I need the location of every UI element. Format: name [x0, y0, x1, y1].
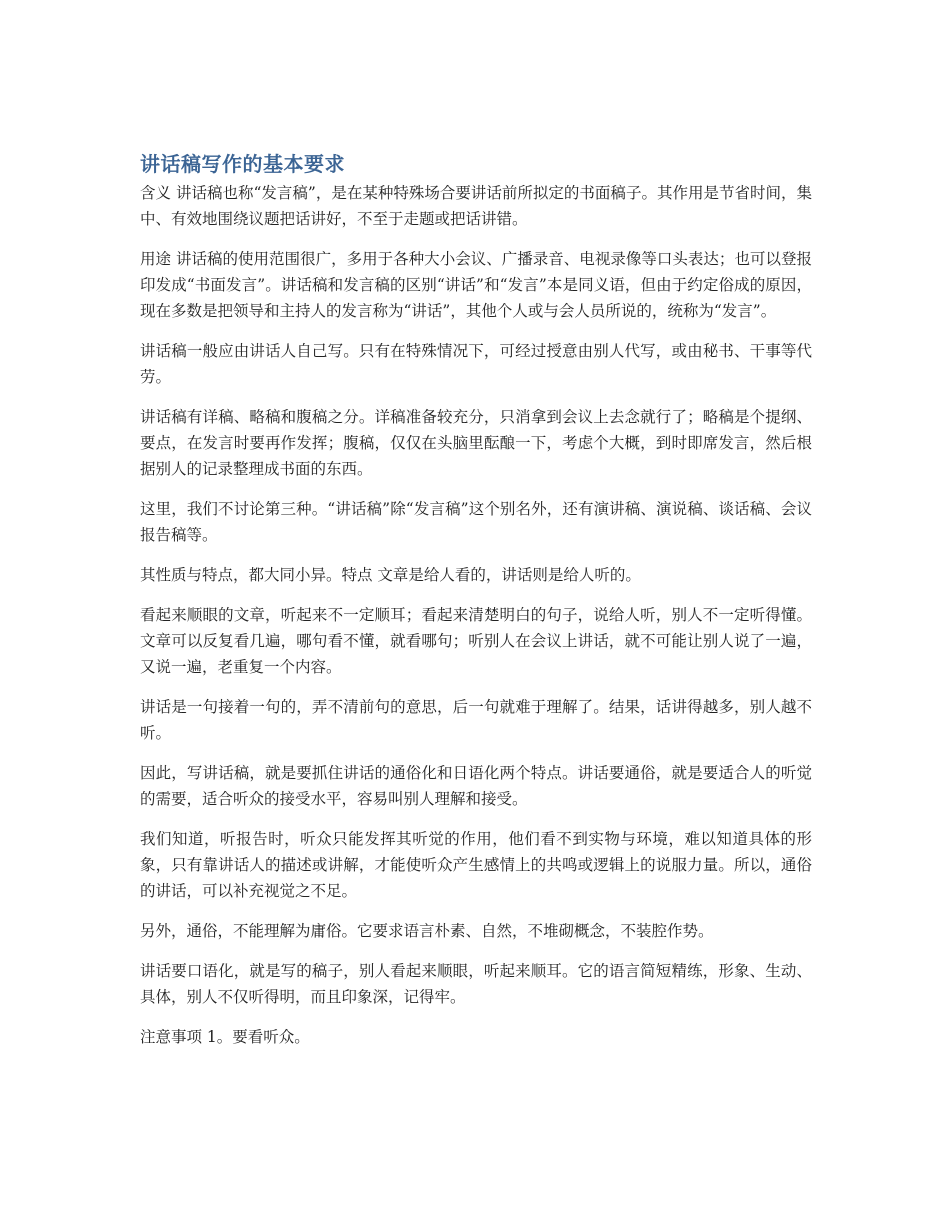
paragraph-audience: 我们知道，听报告时，听众只能发挥其听觉的作用，他们看不到实物与环境，难以知道具体的形象，只有靠讲话人的描述或讲解，才能使听众产生感情上的共鸣或逻辑上的说服力量。所以，通俗的讲话，可以补充视觉之不足。: [140, 830, 812, 900]
paragraph-colloquial: 因此，写讲话稿，就是要抓住讲话的通俗化和日语化两个特点。讲话要通俗，就是要适合人的听觉的需要，适合听众的接受水平，容易叫别人理解和接受。: [140, 764, 812, 808]
paragraph-definition: 含义 讲话稿也称“发言稿”，是在某种特殊场合要讲话前所拟定的书面稿子。其作用是节省时间，集中、有效地围绕议题把话讲好，不至于走题或把话讲错。: [140, 184, 812, 228]
paragraph-oral: 讲话要口语化，就是写的稿子，别人看起来顺眼，听起来顺耳。它的语言简短精练，形象、生动、具体，别人不仅听得明，而且印象深，记得牢。: [140, 962, 812, 1006]
document-title: 讲话稿写作的基本要求: [140, 152, 345, 176]
paragraph-usage: 用途 讲话稿的使用范围很广，多用于各种大小会议、广播录音、电视录像等口头表达；也可以登报印发成“书面发言”。讲话稿和发言稿的区别“讲话”和“发言”本是同义语，但由于约定俗成的原因，现在多数是把领导和主持人的发言称为“讲话”，其他个人或与会人员所说的，统称为“发言”。: [140, 250, 812, 320]
paragraph-aliases: 这里，我们不讨论第三种。“讲话稿”除“发言稿”这个别名外，还有演讲稿、演说稿、谈话稿、会议报告稿等。: [140, 500, 812, 544]
paragraph-draft-types: 讲话稿有详稿、略稿和腹稿之分。详稿准备较充分，只消拿到会议上去念就行了；略稿是个提纲、要点，在发言时要再作发挥；腹稿，仅仅在头脑里酝酿一下，考虑个大概，到时即席发言，然后根据别人的记录整理成书面的东西。: [140, 408, 812, 478]
paragraph-listening: 看起来顺眼的文章，听起来不一定顺耳；看起来清楚明白的句子，说给人听，别人不一定听得懂。文章可以反复看几遍，哪句看不懂，就看哪句；听别人在会议上讲话，就不可能让别人说了一遍，又说一遍，老重复一个内容。: [140, 606, 812, 676]
document-page: [140, 150, 812, 1064]
paragraph-notes: 注意事项 1。要看听众。: [140, 1028, 310, 1046]
paragraph-not-vulgar: 另外，通俗，不能理解为庸俗。它要求语言朴素、自然，不堆砌概念，不装腔作势。: [140, 922, 714, 940]
paragraph-features: 其性质与特点，都大同小异。特点 文章是给人看的，讲话则是给人听的。: [140, 566, 641, 584]
paragraph-sequence: 讲话是一句接着一句的，弄不清前句的意思，后一句就难于理解了。结果，话讲得越多，别人越不听。: [140, 698, 812, 742]
paragraph-author: 讲话稿一般应由讲话人自己写。只有在特殊情况下，可经过授意由别人代写，或由秘书、干事等代劳。: [140, 342, 812, 386]
